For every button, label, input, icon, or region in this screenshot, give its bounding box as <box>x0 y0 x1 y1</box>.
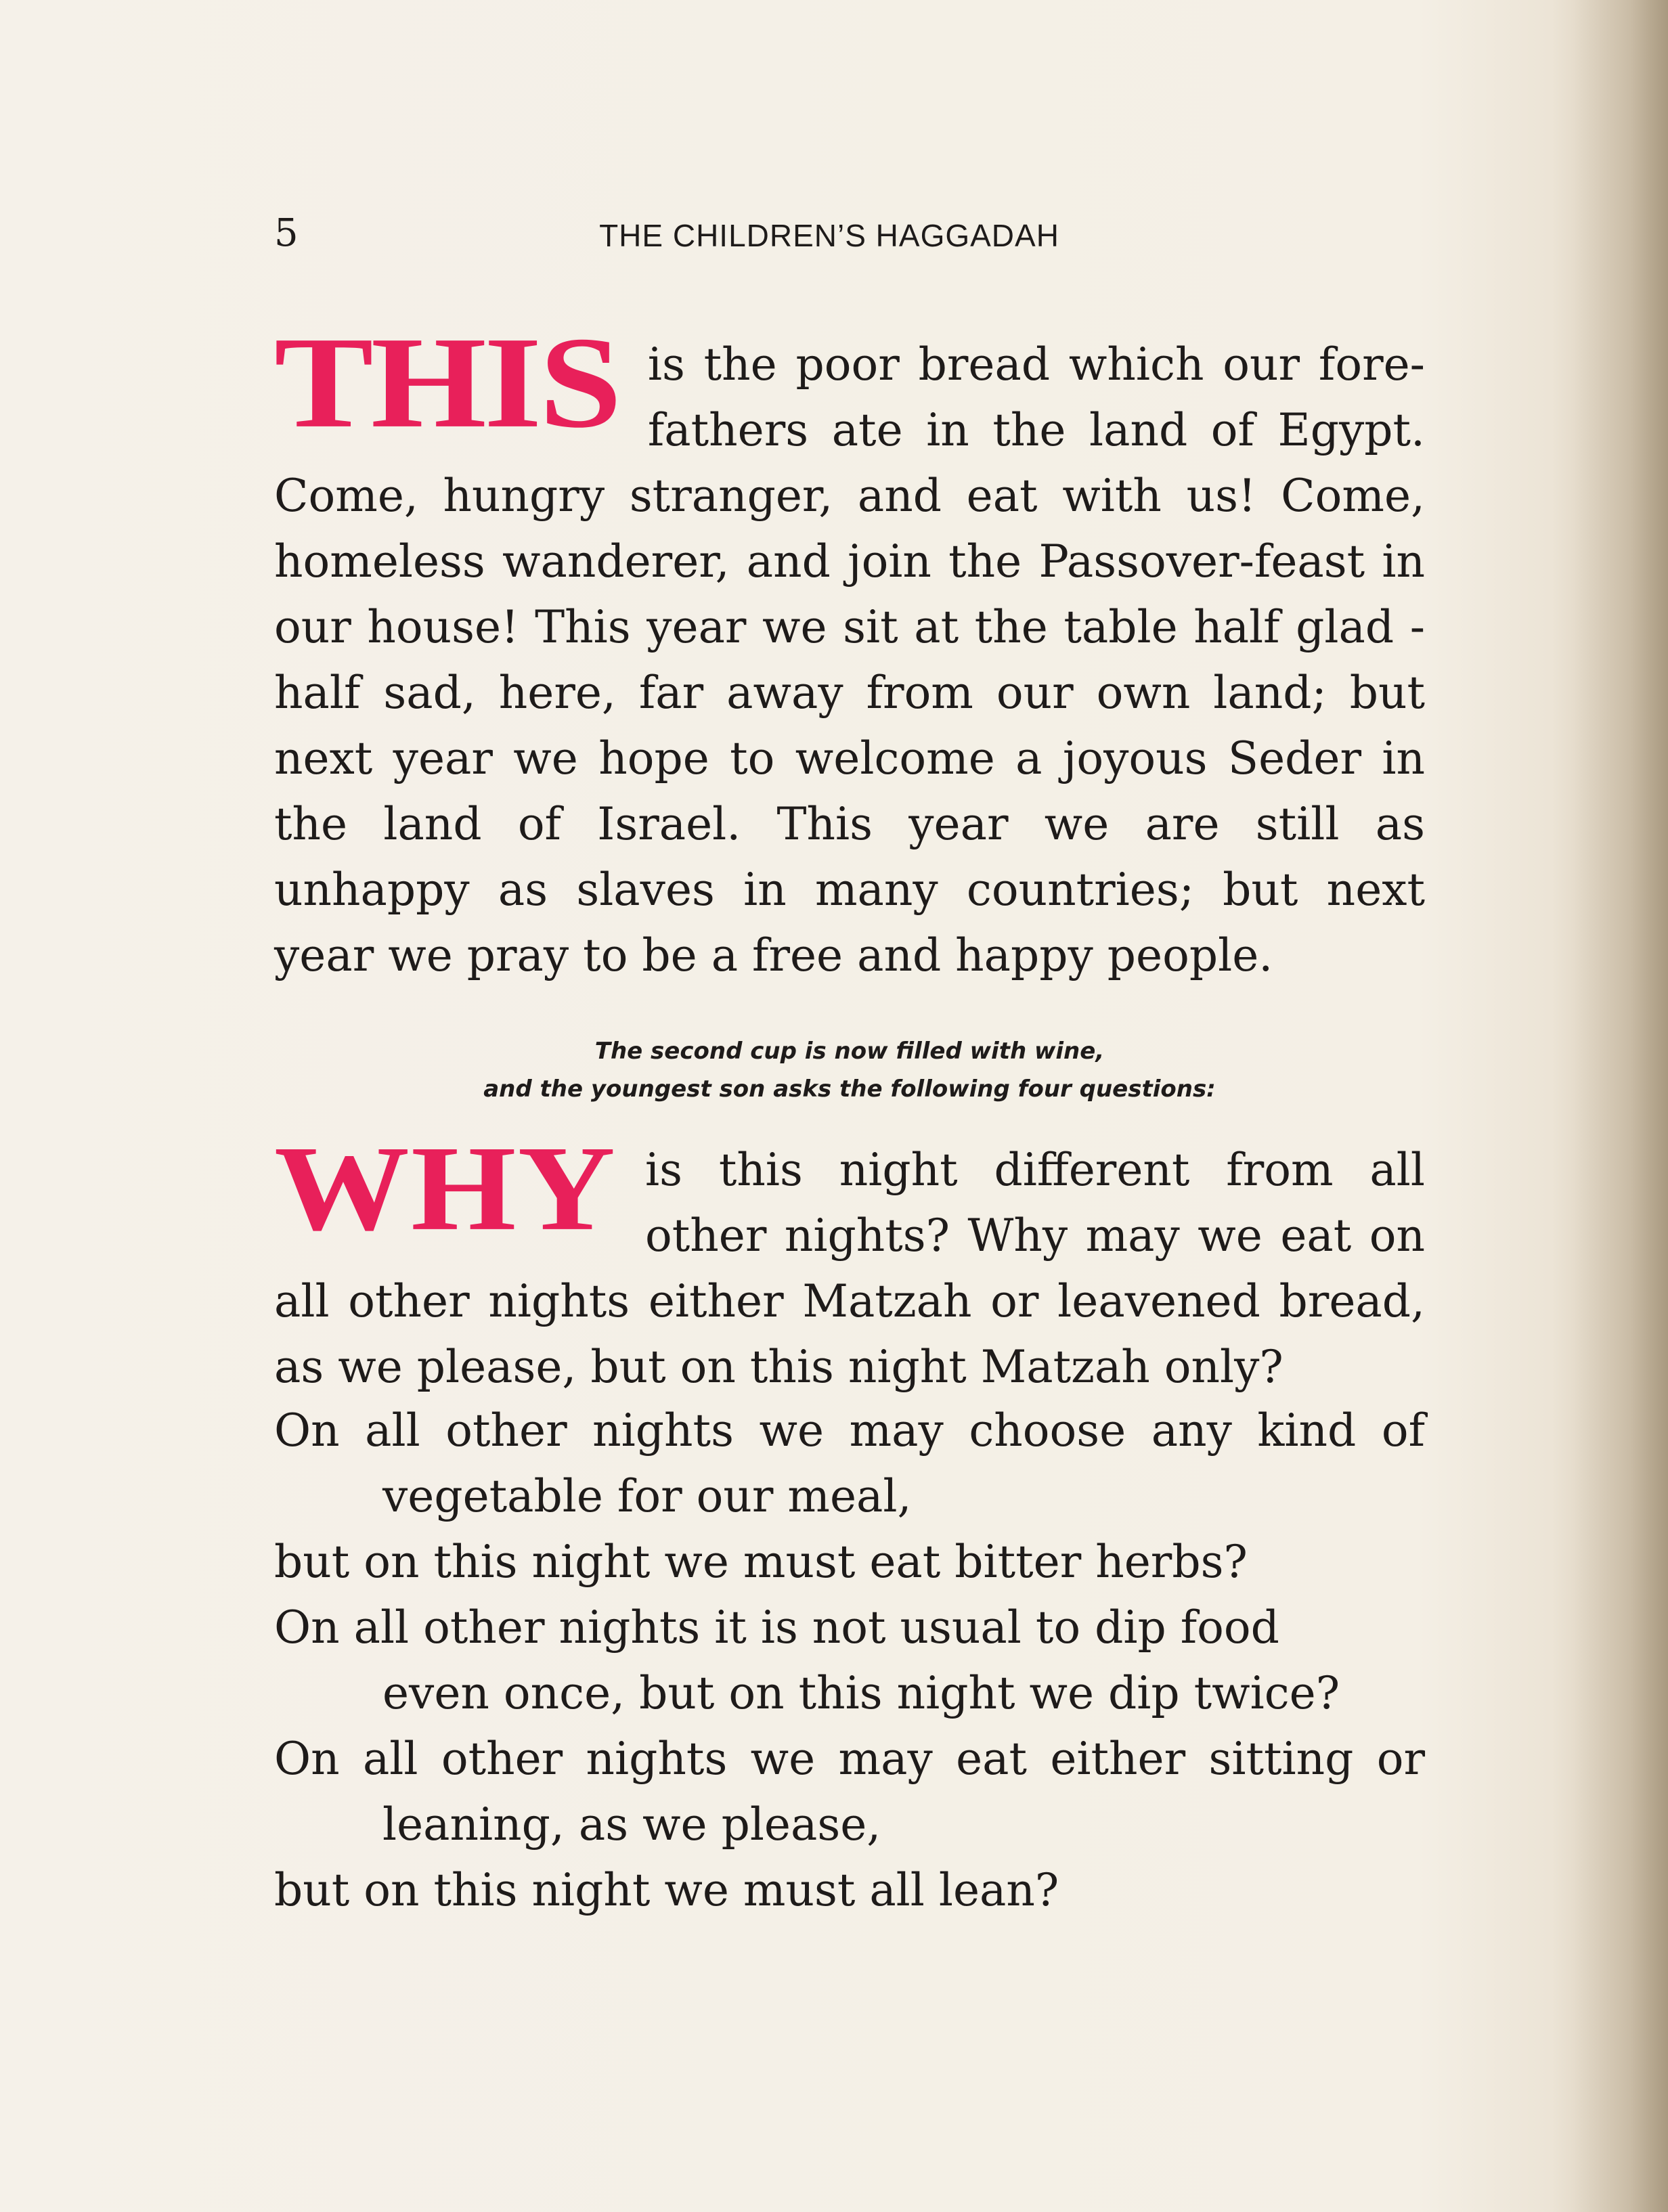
four-questions <box>274 1398 1425 1923</box>
paragraph-why <box>274 1121 1425 1400</box>
question-3-line-1: On all other nights we may eat either sitting or <box>274 1733 1425 1785</box>
question-2-line-2: even once, but on this night we dip twice? <box>382 1667 1340 1719</box>
question-1-line-3: but on this night we must eat bitter herbs? <box>274 1536 1248 1588</box>
drop-initial-this: THIS <box>274 309 619 456</box>
paragraph-why-text: is this night different from all other nights? Why may we eat on all other nights either Matzah or leavened bread, as we please, but on this night Matzah only? <box>274 1144 1425 1393</box>
running-head: THE CHILDREN’S HAGGADAH <box>599 218 1059 253</box>
stage-direction-line-2: and the youngest son asks the following four questions: <box>483 1076 1216 1103</box>
question-3-line-2: leaning, as we please, <box>382 1798 881 1851</box>
page-number: 5 <box>274 211 299 255</box>
drop-initial-why: WHY <box>274 1121 617 1256</box>
stage-direction-line-1: The second cup is now filled with wine, <box>594 1038 1105 1065</box>
question-1-line-2: vegetable for our meal, <box>382 1470 912 1522</box>
question-2-line-1: On all other nights it is not usual to dip food <box>274 1601 1279 1654</box>
paragraph-this <box>274 309 1425 988</box>
page-edge-shadow <box>1573 0 1668 2212</box>
question-1-line-1: On all other nights we may choose any kind of <box>274 1404 1425 1457</box>
question-3-line-3: but on this night we must all lean? <box>274 1864 1059 1916</box>
stage-direction <box>274 1032 1425 1108</box>
paragraph-this-text: is the poor bread which our fore-fathers ate in the land of Egypt. Come, hungry stranger, and eat with us! Come, homeless wanderer, and join the Passover-feast in our house! This year we sit at the table half glad - half sad, here, far away from our own land; but next year we hope to welcome a joyous Seder in the land of Israel. This year we are still as unhappy as slaves in many countries; but next year we pray to be a free and happy people. <box>274 338 1425 981</box>
page-header <box>274 203 1425 264</box>
